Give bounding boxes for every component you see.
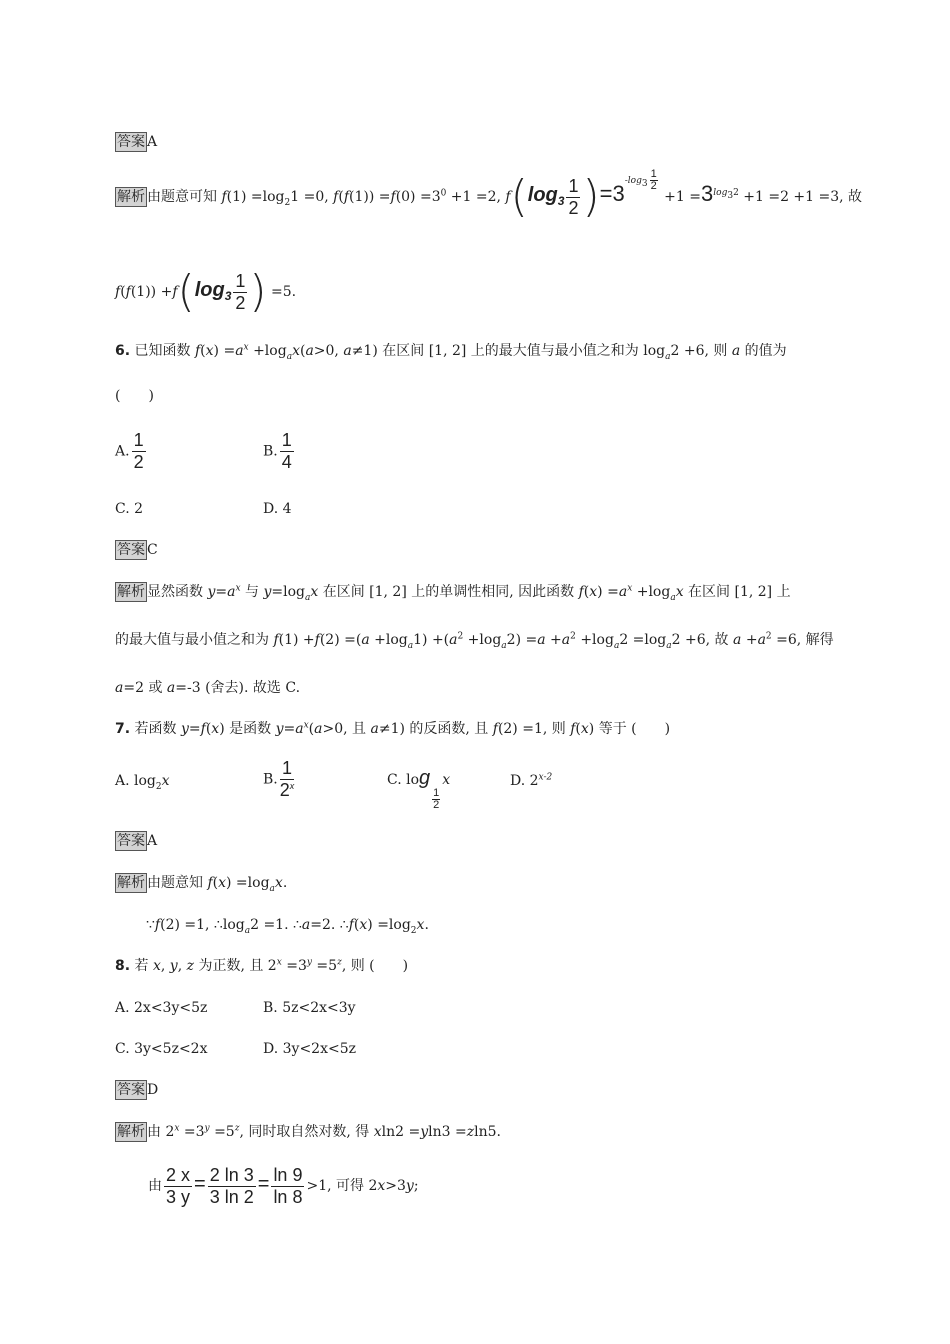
question-number: 6. [115,343,131,359]
q6-option-d: D. 4 [263,501,292,517]
q5-answer-line [115,132,157,152]
analysis-label: 解析 [117,1124,145,1140]
q8-analysis-line1: 解析 由 $2^x =3^y =5^z$, 同时取自然对数, 得 xln2 =yln3 =zln5. [117,1123,501,1140]
q6-analysis-line3: a=2 或 a=-3 (舍去). 故选 C. [115,680,301,696]
question-number: 7. [115,721,131,737]
q7-option-d: D. 2$^{x-2}$ [510,772,553,789]
left-paren: ( [510,171,528,222]
q6-answer-value: C [147,542,158,558]
fraction-half: $\frac{1}{2}$ [568,175,579,218]
q5-analysis-line2: $f(f(1)) +f(\log_3$ $\frac{1}{2}$ ) =5. [115,266,297,317]
q7-answer-value: A [147,833,158,849]
q6-option-b: B. $\frac{1}{4}$ [263,430,292,472]
q8-option-a: A. 2x<3y<5z [115,1000,208,1016]
q7-answer-line [115,831,157,851]
q6-analysis-line2: 的最大值与最小值之和为 $f(1) +f(2) =(a +\log_a1) +(a^2 +\log_a2) =a +a^2 +\log_a2 =\log_a2 +6$, 故 $a +a^2 =6$, 解得 [115,631,834,651]
q5-exponent: -log3 1 2 [624,168,657,192]
q6-answer-line [115,540,158,560]
q7-stem: 7. 若函数 y=f(x) 是函数 $y=a^x(a>0$, 且 a≠1) 的反函数, 且 f(2) =1, 则 f(x) 等于 ( ) [115,720,671,737]
q8-answer-value: D [147,1082,159,1098]
q7-analysis-line2: ∵f(2) =1, $\therefore\log_a2 =1$. ∴a=2. ∴f(x) $=\log_2x$. [146,917,429,936]
analysis-label: 解析 [117,189,145,205]
answer-label: 答案 [117,542,145,558]
q8-option-b: B. 5z<2x<3y [263,1000,356,1016]
analysis-label: 解析 [117,584,145,600]
q6-option-a: A. $\frac{1}{2}$ [115,430,144,472]
q7-option-a: A. $\log_2x$ [115,773,170,792]
q6-analysis-line1: 解析 显然函数 $y=a^x$ 与 $y=\log_ax$ 在区间 [1, 2] 上的单调性相同, 因此函数 $f(x) =a^x +\log_ax$ 在区间 [1, 2] 上 [117,583,791,603]
q8-option-c: C. 3y<5z<2x [115,1041,208,1057]
question-number: 8. [115,958,131,974]
answer-label: 答案 [117,1082,145,1098]
right-paren: ) [582,171,600,222]
q6-option-c: C. 2 [115,501,144,517]
analysis-label: 解析 [117,875,145,891]
q8-stem: 8. 若 x, y, z 为正数, 且 $2^x =3^y =5^z$, 则 ( ) [115,957,409,974]
q8-answer-line [115,1080,158,1100]
q7-option-c: C. log $\frac{1}{2}$ x [387,767,451,811]
q7-option-b: B. $\frac{1}{2^x}$ [263,758,295,800]
q6-stem: 6. 已知函数 $f(x) =a^x +\log_ax(a>0$, a≠1) 在区间 [1, 2] 上的最大值与最小值之和为 $\log_a2 +6$, 则 a 的值为 [115,342,787,362]
q8-analysis-line2: 由 $\frac{2 x}{3 y}$ = $\frac{2 \ln 3}{3 \ln 2}$ = $\frac{\ln 9}{\ln 8}$ >1, 可得 2x>3y; [148,1164,419,1207]
q5-answer-value: A [147,134,158,150]
q8-option-d: D. 3y<2x<5z [263,1041,356,1057]
answer-label: 答案 [117,833,145,849]
q5-exponent2: log32 [713,188,739,202]
q7-analysis-line1: 解析 由题意知 $f(x) =\log_ax$. [117,875,288,894]
answer-label: 答案 [117,134,145,150]
q6-paren: ( ) [115,388,154,404]
q5-analysis-line1: 解析 由题意可知 $f(1) =\log_21 =0$, $f(f(1)) =f(0) =3^0 +1 =2$, $f(\log_3$ $\frac{1}{2}$ )$=3^{-log_3 \frac{1}{2}}$ $+1 =3^{log_32} +1 =2 +1 =3$, 故 [117,168,863,222]
